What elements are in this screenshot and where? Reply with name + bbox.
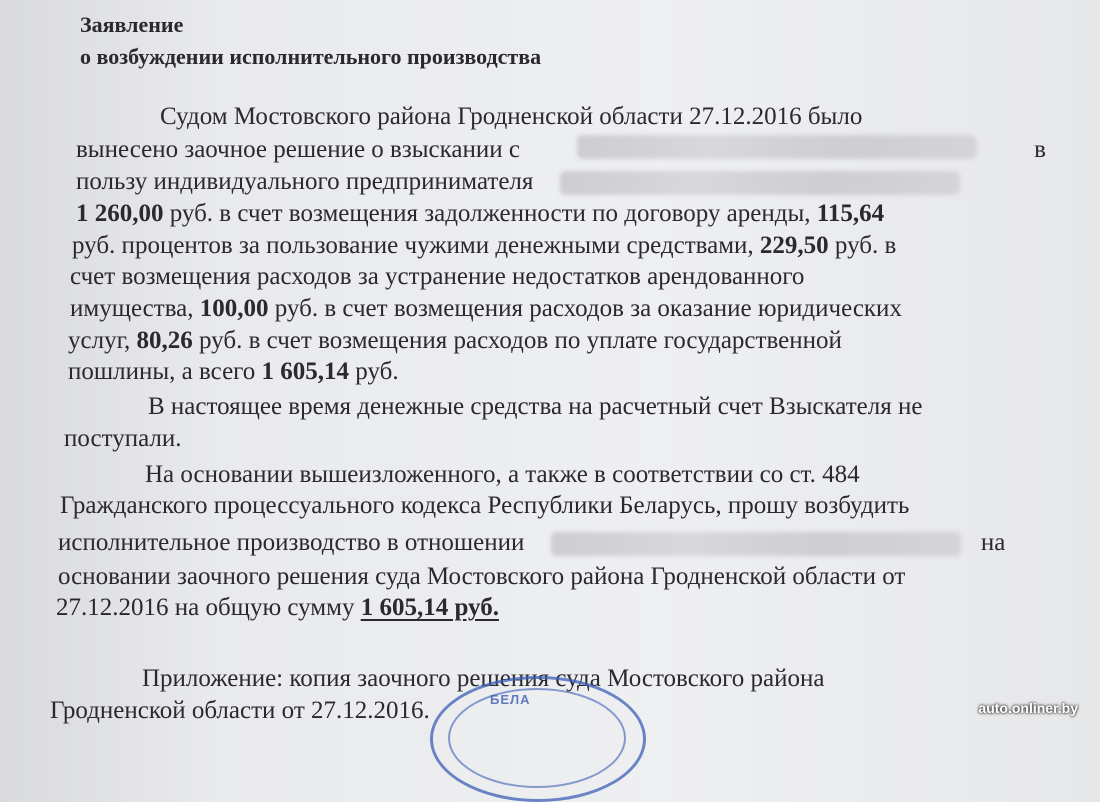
document-subtitle: о возбуждении исполнительного производства — [80, 44, 542, 69]
p1-line-7-end: руб. в счет возмещения расходов за оказание юридических — [268, 295, 902, 322]
p1-line-2-end: в — [1034, 136, 1046, 163]
p4-line-2: Гродненской области от 27.12.2016. — [50, 697, 430, 724]
p1-line-3-text: пользу индивидуального предпринимателя — [76, 168, 534, 195]
p1-line-2-text: вынесено заочное решение о взыскании с — [76, 136, 520, 163]
p3-line-5 — [56, 593, 499, 623]
p1-line-2 — [76, 135, 1046, 165]
p3-line-3-text: исполнительное производство в отношении — [58, 529, 525, 556]
p1-line-9-text: пошлины, а всего — [68, 358, 262, 385]
p1-line-7-text: имущества, — [70, 295, 200, 322]
p2-line-2: поступали. — [64, 425, 182, 452]
redacted-debtor-name-2 — [551, 532, 961, 556]
p3-line-4: основании заочного решения суда Мостовского района Гродненской области от — [58, 563, 906, 590]
stamp-text: БЕЛА — [490, 692, 531, 707]
redacted-debtor-name — [577, 135, 977, 159]
p1-line-8 — [68, 326, 842, 356]
p1-line-6-text: счет возмещения расходов за устранение недостатков арендованного — [70, 263, 805, 290]
document-title: Заявление — [80, 12, 184, 37]
amount-total-underlined: 1 605,14 руб. — [360, 594, 499, 621]
amount-legal: 100,00 — [199, 295, 269, 322]
watermark: auto.onliner.by — [978, 700, 1078, 716]
p1-line-4-text: руб. в счет возмещения задолженности по договору аренды, — [163, 200, 817, 227]
p3-line-5-text: 27.12.2016 на общую сумму — [56, 594, 361, 621]
amount-total: 1 605,14 — [261, 358, 350, 385]
p1-line-8-end: руб. в счет возмещения расходов по уплате государственной — [192, 327, 842, 354]
p1-line-5-text: руб. процентов за пользование чужими денежными средствами, — [72, 232, 760, 259]
p1-line-4 — [76, 199, 884, 229]
amount-repair: 229,50 — [759, 232, 829, 259]
p1-line-6 — [70, 262, 1050, 292]
p3-line-3 — [58, 528, 1005, 558]
amount-fee: 80,26 — [136, 327, 193, 354]
p1-line-8-text: услуг, — [68, 327, 137, 354]
p1-line-7 — [70, 294, 902, 324]
p1-line-9 — [68, 357, 399, 387]
p1-line-1: Судом Мостовского района Гродненской области 27.12.2016 было — [160, 103, 863, 130]
p4-line-1: Приложение: копия заочного решения суда Мостовского района — [142, 665, 825, 692]
p2-line-1: В настоящее время денежные средства на расчетный счет Взыскателя не — [148, 393, 923, 420]
p3-line-1: На основании вышеизложенного, а также в соответствии со ст. 484 — [145, 461, 860, 488]
stamp-inner-ring — [448, 688, 626, 788]
p1-line-5 — [72, 231, 896, 261]
amount-debt: 1 260,00 — [76, 200, 164, 227]
amount-interest: 115,64 — [816, 200, 885, 227]
p1-line-5-end: руб. в — [828, 232, 897, 259]
p3-line-3-end: на — [980, 529, 1006, 556]
redacted-creditor-name — [560, 171, 960, 195]
p3-line-2: Гражданского процессуального кодекса Республики Беларусь, прошу возбудить — [60, 492, 910, 519]
p1-line-9-end: руб. — [349, 358, 399, 385]
p1-line-3 — [76, 167, 960, 197]
